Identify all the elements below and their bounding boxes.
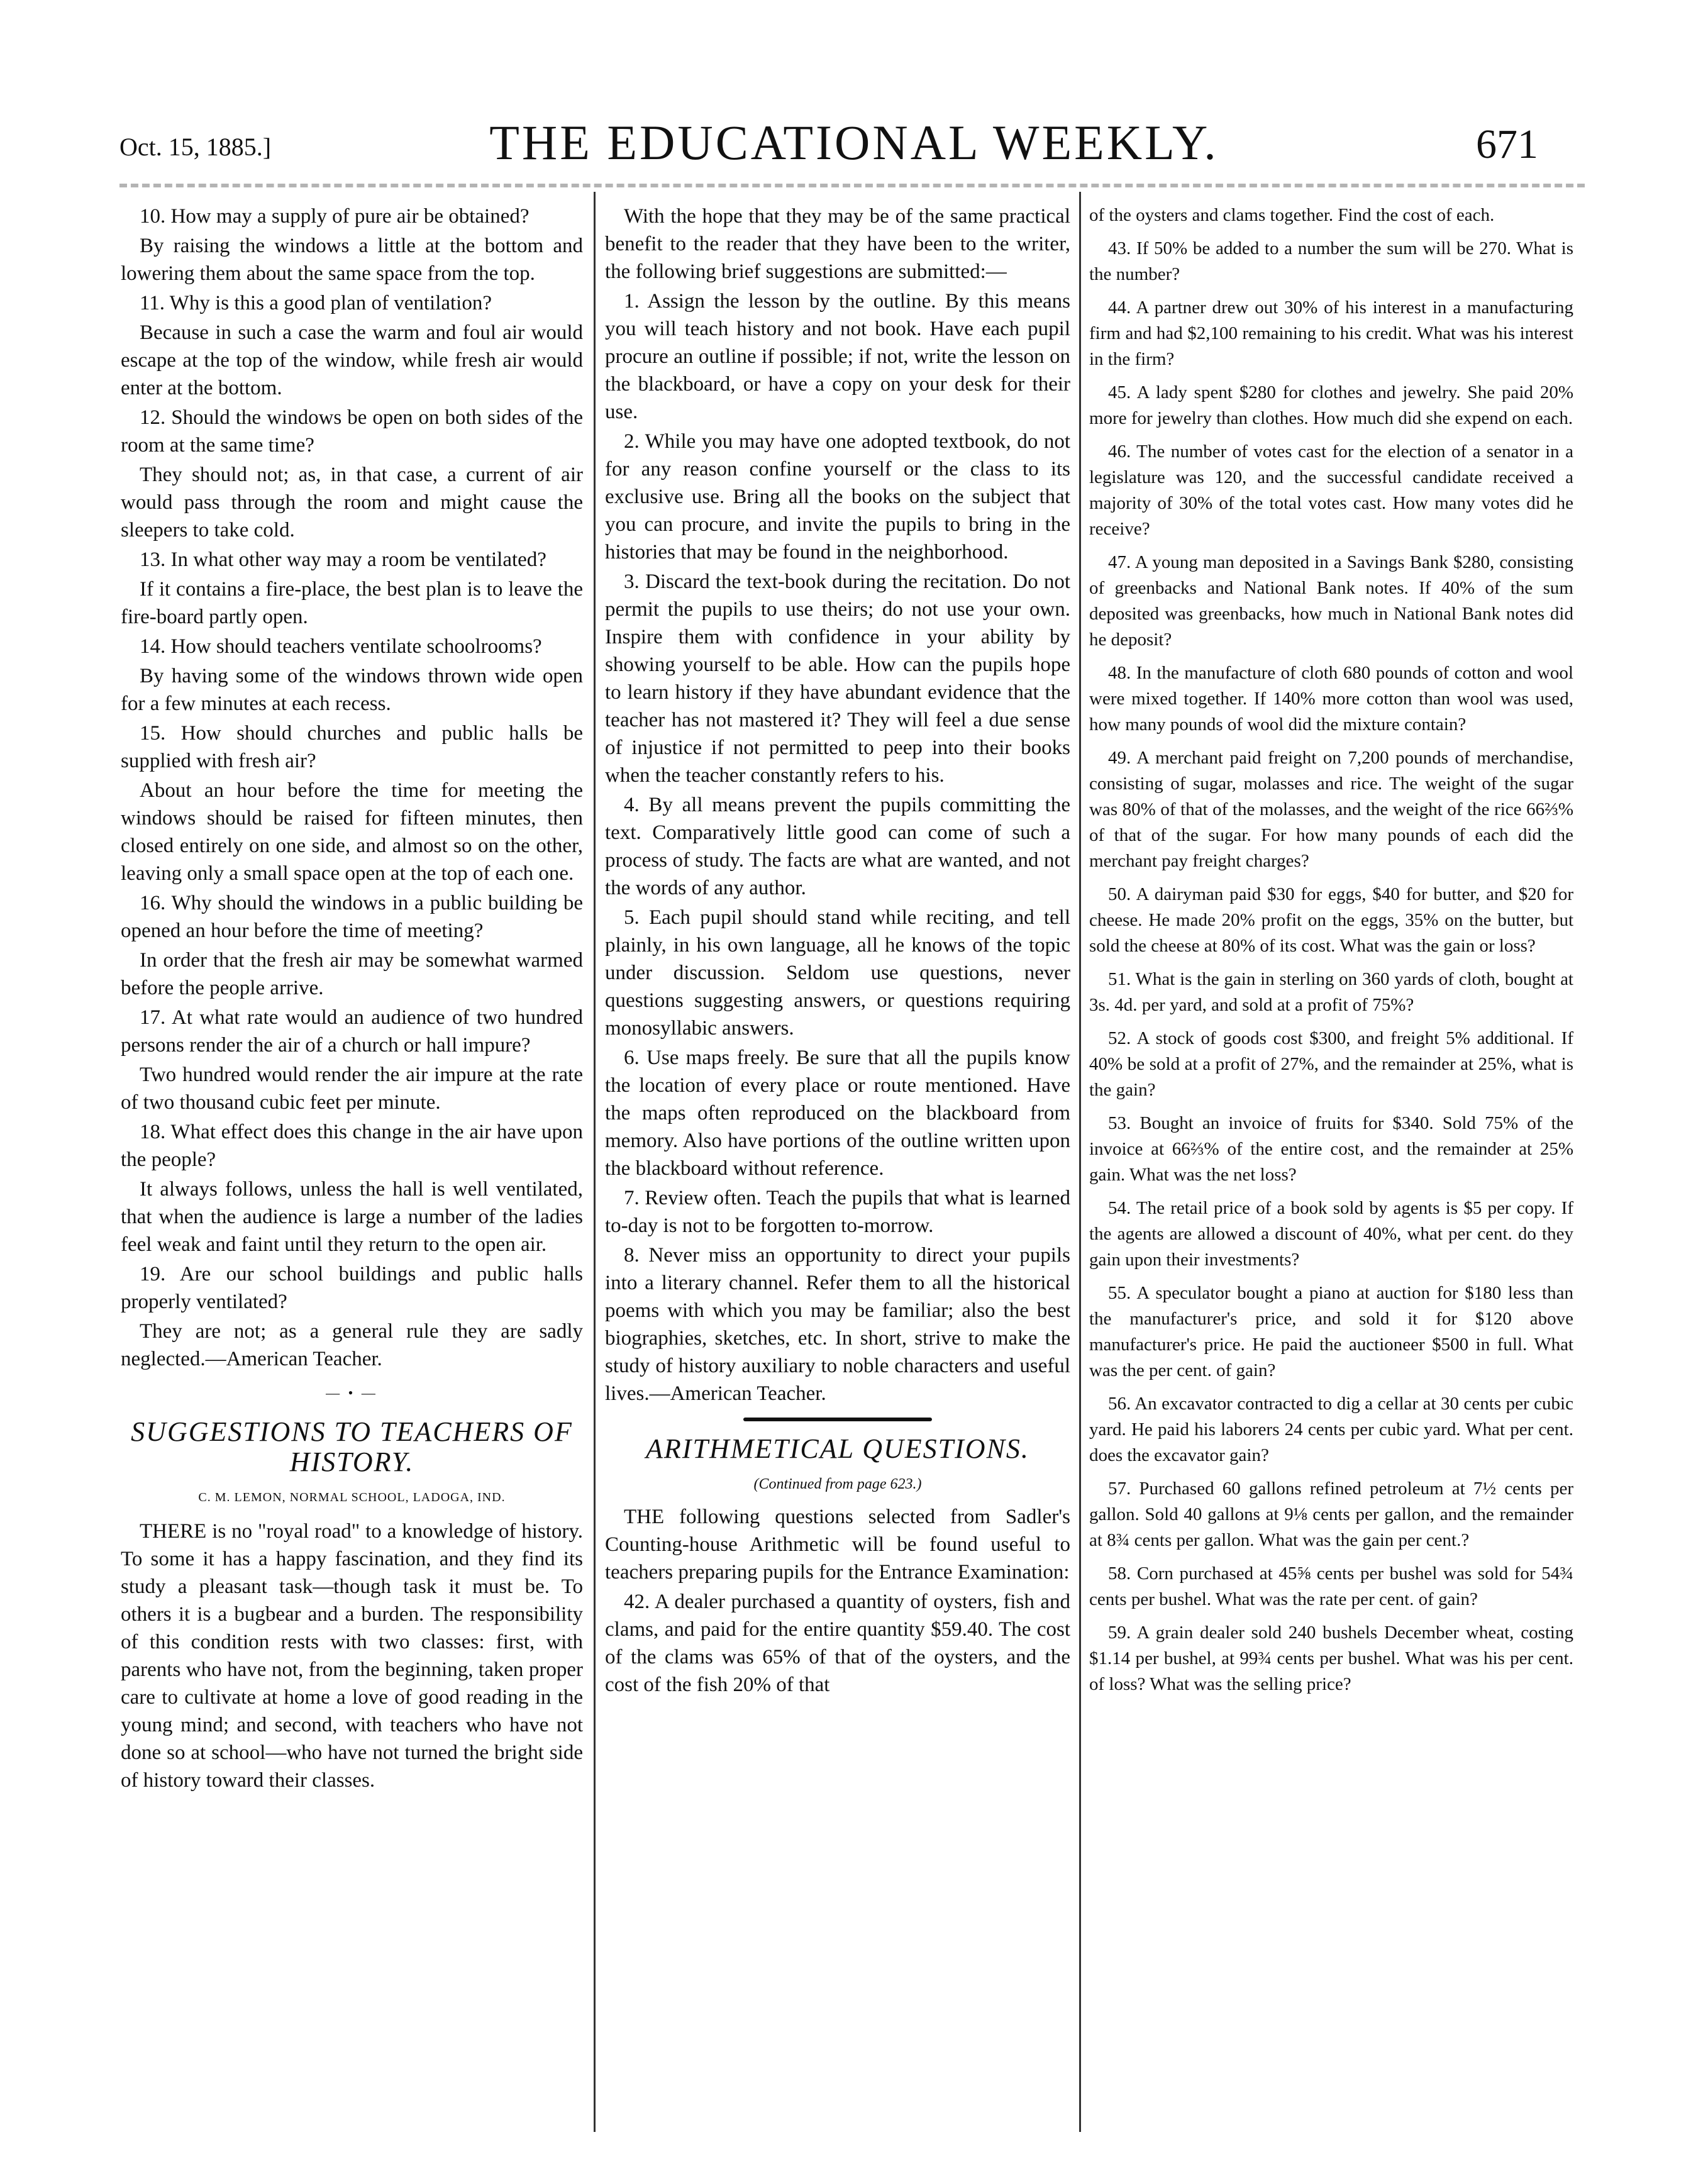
question: 50. A dairyman paid $30 for eggs, $40 for butter, and $20 for cheese. He made 20% profit on the eggs, 35% on the butter, but sold the cheese at 80% of its cost. What was the gain or loss? xyxy=(1089,884,1573,956)
column-3 xyxy=(1089,203,1573,1705)
paragraph: Two hundred would render the air impure at the rate of two thousand cubic feet per minute. xyxy=(121,1063,583,1114)
paragraph: 13. In what other way may a room be ventilated? xyxy=(140,548,546,571)
question: 43. If 50% be added to a number the sum will be 270. What is the number? xyxy=(1089,238,1573,284)
paragraph: 1. Assign the lesson by the outline. By this means you will teach history and not book. Have each pupil procure an outline if possible; if not, write the lesson on the blackboard, or have a copy on your desk for their use. xyxy=(605,290,1070,423)
paragraph: THE following questions selected from Sadler's Counting-house Arithmetic will be found useful to teachers preparing pupils for the Entrance Examination: xyxy=(605,1506,1070,1584)
author-byline: C. M. LEMON, NORMAL SCHOOL, LADOGA, IND. xyxy=(198,1490,506,1504)
page-header xyxy=(0,107,1708,176)
section-title: SUGGESTIONS TO TEACHERS OF HISTORY. xyxy=(131,1416,573,1477)
paragraph: 12. Should the windows be open on both sides of the room at the same time? xyxy=(121,406,583,457)
section-divider: — • — xyxy=(326,1385,378,1401)
paragraph: 16. Why should the windows in a public building be opened an hour before the time of meeting? xyxy=(121,892,583,942)
question: 48. In the manufacture of cloth 680 pounds of cotton and wool were mixed together. If 140% more cotton than wool was used, how many pounds of wool did the mixture contain? xyxy=(1089,663,1573,735)
question: 46. The number of votes cast for the election of a senator in a legislature was 120, and the successful candidate received a majority of 30% of the total votes cast. How many votes did he receive? xyxy=(1089,441,1573,539)
paragraph: 10. How may a supply of pure air be obtained? xyxy=(140,205,530,228)
question: 53. Bought an invoice of fruits for $340. Sold 75% of the invoice at 66⅔% of the entire cost, and the remainder at 25% gain. What was the net loss? xyxy=(1089,1113,1573,1185)
paragraph: It always follows, unless the hall is well ventilated, that when the audience is large a number of the ladies feel weak and faint until they return to the open air. xyxy=(121,1178,583,1256)
paragraph: 17. At what rate would an audience of two hundred persons render the air of a church or hall impure? xyxy=(121,1006,583,1057)
paragraph: 5. Each pupil should stand while reciting, and tell plainly, in his own language, all he knows of the topic under discussion. Seldom use questions, never questions suggesting answers, or questions requiring monosyllabic answers. xyxy=(605,906,1070,1040)
paragraph: By raising the windows a little at the bottom and lowering them about the same space from the top. xyxy=(121,235,583,285)
paragraph: Because in such a case the warm and foul air would escape at the top of the window, while fresh air would enter at the bottom. xyxy=(121,321,583,399)
paragraph: 7. Review often. Teach the pupils that what is learned to-day is not to be forgotten to-morrow. xyxy=(605,1187,1070,1237)
paragraph: In order that the fresh air may be somewhat warmed before the people arrive. xyxy=(121,949,583,999)
question: 56. An excavator contracted to dig a cellar at 30 cents per cubic yard. He paid his laborers 24 cents per cubic yard. What per cent. does the excavator gain? xyxy=(1089,1394,1573,1465)
continued-note: (Continued from page 623.) xyxy=(753,1476,922,1492)
question: 51. What is the gain in sterling on 360 yards of cloth, bought at 3s. 4d. per yard, and sold at a profit of 75%? xyxy=(1089,969,1573,1015)
header-rule xyxy=(119,184,1585,187)
paragraph: If it contains a fire-place, the best plan is to leave the fire-board partly open. xyxy=(121,578,583,628)
paragraph: They are not; as a general rule they are sadly neglected.—American Teacher. xyxy=(121,1320,583,1370)
question: 49. A merchant paid freight on 7,200 pounds of merchandise, consisting of sugar, molasses and rice. The weight of the sugar was 80% of that of the molasses, and the weight of the rice 66⅔% of that of the sugar. For how many pounds of each did the merchant pay freight charges? xyxy=(1089,748,1573,871)
question: 45. A lady spent $280 for clothes and jewelry. She paid 20% more for jewelry than clothes. How much did she expend on each. xyxy=(1089,382,1573,428)
paragraph: 15. How should churches and public halls be supplied with fresh air? xyxy=(121,722,583,772)
paragraph: 3. Discard the text-book during the recitation. Do not permit the pupils to use theirs; do not use your own. Inspire them with confidence in your ability by showing yourself to be able. How can the pupils hope to learn history if they have abundant evidence that the teacher has not mastered it? They will feel a due sense of injustice if not permitted to peep into their books when the teacher constantly refers to his. xyxy=(605,570,1070,787)
question: 54. The retail price of a book sold by agents is $5 per copy. If the agents are allowed a discount of 40%, what per cent. do they gain upon their investments? xyxy=(1089,1198,1573,1270)
paragraph: By having some of the windows thrown wide open for a few minutes at each recess. xyxy=(121,665,583,715)
question: 55. A speculator bought a piano at auction for $180 less than the manufacturer's price, and sold it for $120 above manufacturer's price. He paid the auctioneer $500 in full. What was the per cent. of gain? xyxy=(1089,1283,1573,1380)
paragraph: With the hope that they may be of the same practical benefit to the reader that they have been to the writer, the following brief suggestions are submitted:— xyxy=(605,205,1070,283)
question: 47. A young man deposited in a Savings Bank $280, consisting of greenbacks and National Bank notes. If 40% of the sum deposited was greenbacks, how much in National Bank notes did he deposit? xyxy=(1089,552,1573,650)
page-number: 671 xyxy=(1476,121,1538,167)
paragraph: 8. Never miss an opportunity to direct your pupils into a literary channel. Refer them to all the historical poems with which you may be familiar; also the best biographies, sketches, etc. In short, strive to make the study of history auxiliary to noble characters and useful lives.—American Teacher. xyxy=(605,1244,1070,1405)
question: 44. A partner drew out 30% of his interest in a manufacturing firm and had $2,100 remaining to his credit. What was his interest in the firm? xyxy=(1089,297,1573,369)
paragraph: 14. How should teachers ventilate schoolrooms? xyxy=(140,635,542,658)
paragraph: 4. By all means prevent the pupils committing the text. Comparatively little good can come of such a process of study. The facts are what are wanted, and not the words of any author. xyxy=(605,794,1070,899)
paragraph: THERE is no "royal road" to a knowledge of history. To some it has a happy fascination, and they find its study a pleasant task—though task it must be. To others it is a bugbear and a burden. The responsibility of this condition rests with two classes: first, with parents who have not, from the beginning, taken proper care to cultivate at home a love of good reading in the young mind; and second, with teachers who have not done so at school—who have not turned the bright side of history toward their classes. xyxy=(121,1520,583,1792)
issue-date: Oct. 15, 1885.] xyxy=(119,133,272,161)
paragraph: of the oysters and clams together. Find the cost of each. xyxy=(1089,205,1495,225)
paragraph: About an hour before the time for meeting the windows should be raised for fifteen minutes, then closed entirely on one side, and almost so on the other, leaving only a small space open at the top of each one. xyxy=(121,779,583,885)
paragraph: 19. Are our school buildings and public halls properly ventilated? xyxy=(121,1263,583,1313)
paragraph: 11. Why is this a good plan of ventilation? xyxy=(140,292,492,314)
paragraph: They should not; as, in that case, a current of air would pass through the room and might cause the sleepers to take cold. xyxy=(121,463,583,541)
paragraph: 18. What effect does this change in the air have upon the people? xyxy=(121,1121,583,1171)
paragraph: 42. A dealer purchased a quantity of oysters, fish and clams, and paid for the entire quantity $59.40. The cost of the clams was 65% of that of the oysters, and the cost of the fish 20% of that xyxy=(605,1590,1070,1696)
section-divider xyxy=(743,1418,932,1421)
question: 57. Purchased 60 gallons refined petroleum at 7½ cents per gallon. Sold 40 gallons at 9⅛ cents per gallon, and the remainder at 8¾ cents per gallon. What was the gain per cent.? xyxy=(1089,1479,1573,1550)
publication-title: THE EDUCATIONAL WEEKLY. xyxy=(489,115,1219,170)
column-1 xyxy=(121,203,583,1796)
column-2 xyxy=(605,203,1070,1701)
question: 52. A stock of goods cost $300, and freight 5% additional. If 40% be sold at a profit of 27%, and the remainder at 25%, what is the gain? xyxy=(1089,1028,1573,1100)
column-divider xyxy=(1079,192,1081,2132)
paragraph: 2. While you may have one adopted textbook, do not for any reason confine yourself or the class to its exclusive use. Bring all the books on the subject that you can procure, and invite the pupils to bring in the histories that may be found in the neighborhood. xyxy=(605,430,1070,563)
question: 59. A grain dealer sold 240 bushels December wheat, costing $1.14 per bushel, at 99¾ cents per bushel. What was his per cent. of loss? What was the selling price? xyxy=(1089,1623,1573,1694)
section-title: ARITHMETICAL QUESTIONS. xyxy=(646,1433,1029,1464)
question: 58. Corn purchased at 45⅝ cents per bushel was sold for 54¾ cents per bushel. What was the rate per cent. of gain? xyxy=(1089,1563,1573,1609)
column-divider xyxy=(594,192,596,2132)
paragraph: 6. Use maps freely. Be sure that all the pupils know the location of every place or route mentioned. Have the maps often reproduced on the blackboard from memory. Also have portions of the outline written upon the blackboard without reference. xyxy=(605,1046,1070,1180)
